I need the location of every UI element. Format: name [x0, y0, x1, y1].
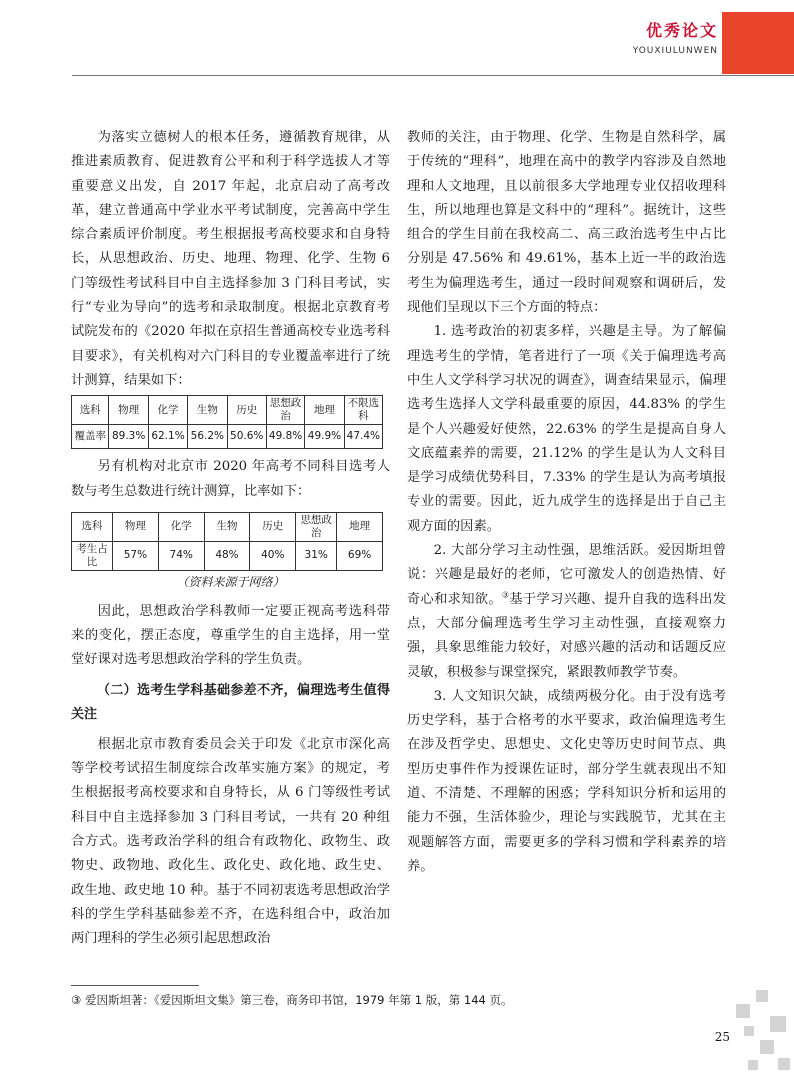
table-cell: 地理: [337, 512, 383, 541]
table-cell: 化学: [148, 396, 187, 425]
table-cell: 40%: [250, 541, 296, 570]
paragraph-text: 2. 大部分学习主动性强，思维活跃。爱因斯坦曾说：兴趣是最好的老师，它可激发人的创造热情、好奇心和求知欲。: [407, 543, 726, 607]
table-cell: 不限选科: [344, 396, 382, 425]
table-row: [72, 541, 383, 570]
table-cell: 选科: [72, 396, 109, 425]
footnote: ③ 爱因斯坦著：《爱因斯坦文集》第三卷，商务印书馆，1979 年第 1 版，第 144 页。: [71, 993, 513, 1007]
table-cell: 62.1%: [148, 425, 187, 449]
table-cell: 74%: [158, 541, 204, 570]
table-header-row: [72, 396, 383, 425]
table-cell: 50.6%: [227, 425, 266, 449]
header-rule: [72, 75, 794, 76]
table-cell: 47.4%: [344, 425, 382, 449]
table-cell: 选科: [72, 512, 113, 541]
table-cell: 历史: [250, 512, 296, 541]
paragraph: 教师的关注，由于物理、化学、生物是自然科学，属于传统的“理科”，地理在高中的教学内容涉及自然地理和人文地理，且以前很多大学地理专业仅招收理科生，所以地理也算是文科中的“理科”。据统计，这些组合的学生目前在我校高二、高三政治选考生中占比分别是 47.56% 和 49.61%，基本上近一半的政治选考生为偏理选考生，通过一段时间观察和调研后，发现他们呈现以下三个方面的特点：: [407, 130, 726, 316]
paragraph: 1. 选考政治的初衷多样，兴趣是主导。为了解偏理选考生的学情，笔者进行了一项《关于偏理选考高中生人文学科学习状况的调查》，调查结果显示，偏理选考生选择人文学科最重要的原因，44.83% 的学生是个人兴趣爱好使然，22.63% 的学生是提高自身人文底蕴素养的需要，21.12% 的学生是认为人文科目是学习成绩优势科目，7.33% 的学生是认为高考填报专业的需要。因此，近九成学生的选择是出于自己主观方面的因素。: [407, 324, 726, 534]
table-cell: 49.8%: [266, 425, 304, 449]
table-cell: 31%: [296, 541, 337, 570]
footnote-rule: [71, 985, 199, 986]
right-column: [407, 126, 726, 879]
paragraph: 根据北京市教育委员会关于印发《北京市深化高等学校考试招生制度综合改革实施方案》的规定，考生根据报考高校要求和自身特长，从 6 门等级性考试科目中自主选择参加 3 门科目考试，一共有 20 种组合方式。选考政治学科的组合有政物化、政物生、政物史、政物地、政化生、政化史、政化地、政生史、政生地、政史地 10 种。基于不同初衷选考思想政治学科的学生学科基础参差不齐，在选科组合中，政治加两门理科的学生必须引起思想政治: [71, 736, 390, 947]
table-cell: 思想政治: [296, 512, 337, 541]
table-cell: 历史: [227, 396, 266, 425]
paragraph: 3. 人文知识欠缺，成绩两极分化。由于没有选考历史学科，基于合格考的水平要求，政治偏理选考生在涉及哲学史、思想史、文化史等历史时间节点、典型历史事件作为授课佐证时，部分学生就表现出不知道、不清楚、不理解的困惑；学科知识分析和运用的能力不强，生活体验少，理论与实践脱节，尤其在主观题解答方面，需要更多的学科习惯和学科素养的培养。: [407, 688, 726, 874]
left-column: [71, 126, 390, 951]
table-cell: 生物: [188, 396, 227, 425]
table-cell: 化学: [158, 512, 204, 541]
table-cell: 覆盖率: [72, 425, 109, 449]
table-cell: 56.2%: [188, 425, 227, 449]
table-cell: 48%: [204, 541, 250, 570]
header-accent-bar: [722, 12, 794, 74]
table-cell: 89.3%: [109, 425, 148, 449]
paragraph-text: 基于学习兴趣、提升自我的选科出发点，大部分偏理选考生学习主动性强，直接观察力强，具象思维能力较好，对感兴趣的活动和话题反应灵敏，积极参与课堂探究，紧跟教师教学节奏。: [407, 591, 727, 680]
paragraph: 因此，思想政治学科教师一定要正视高考选科带来的变化，摆正态度，尊重学生的自主选择，用一堂堂好课对选考思想政治学科的学生负责。: [71, 603, 390, 668]
paragraph: 另有机构对北京市 2020 年高考不同科目选考人数与考生总数进行统计测算，比率如下：: [71, 459, 390, 499]
table-cell: 49.9%: [305, 425, 344, 449]
table-cell: 物理: [109, 396, 148, 425]
page-number: 25: [714, 1030, 730, 1044]
table-header-row: [72, 512, 383, 541]
table-cell: 生物: [204, 512, 250, 541]
section-heading: （二）选考生学科基础参差不齐，偏理选考生值得关注: [71, 682, 390, 722]
table-cell: 思想政治: [266, 396, 304, 425]
table-cell: 69%: [337, 541, 383, 570]
table-cell: 物理: [113, 512, 159, 541]
coverage-table: [71, 395, 383, 449]
table-cell: 考生占比: [72, 541, 113, 570]
table-row: [72, 425, 383, 449]
subject-ratio-table: [71, 512, 383, 571]
journal-section-title: 优秀论文: [645, 21, 718, 40]
table-source-note: （资料来源于网络）: [176, 574, 285, 589]
journal-section-subtitle: YOUXIULUNWEN: [632, 46, 718, 56]
footnote-marker[interactable]: ③: [501, 590, 510, 600]
paragraph: [407, 539, 726, 685]
table-cell: 57%: [113, 541, 159, 570]
paragraph: 为落实立德树人的根本任务，遵循教育规律，从推进素质教育、促进教育公平和利于科学选拔人才等重要意义出发，自 2017 年起，北京启动了高考改革，建立普通高中学业水平考试制度，完善高中学生综合素质评价制度。考生根据报考高校要求和自身特长，从思想政治、历史、地理、物理、化学、生物 6 门等级性考试科目中自主选择参加 3 门科目考试，实行“专业为导向”的选考和录取制度。根据北京教育考试院发布的《2020 年拟在京招生普通高校专业选考科目要求》，有关机构对六门科目的专业覆盖率进行了统计测算，结果如下：: [71, 130, 390, 388]
table-cell: 地理: [305, 396, 344, 425]
